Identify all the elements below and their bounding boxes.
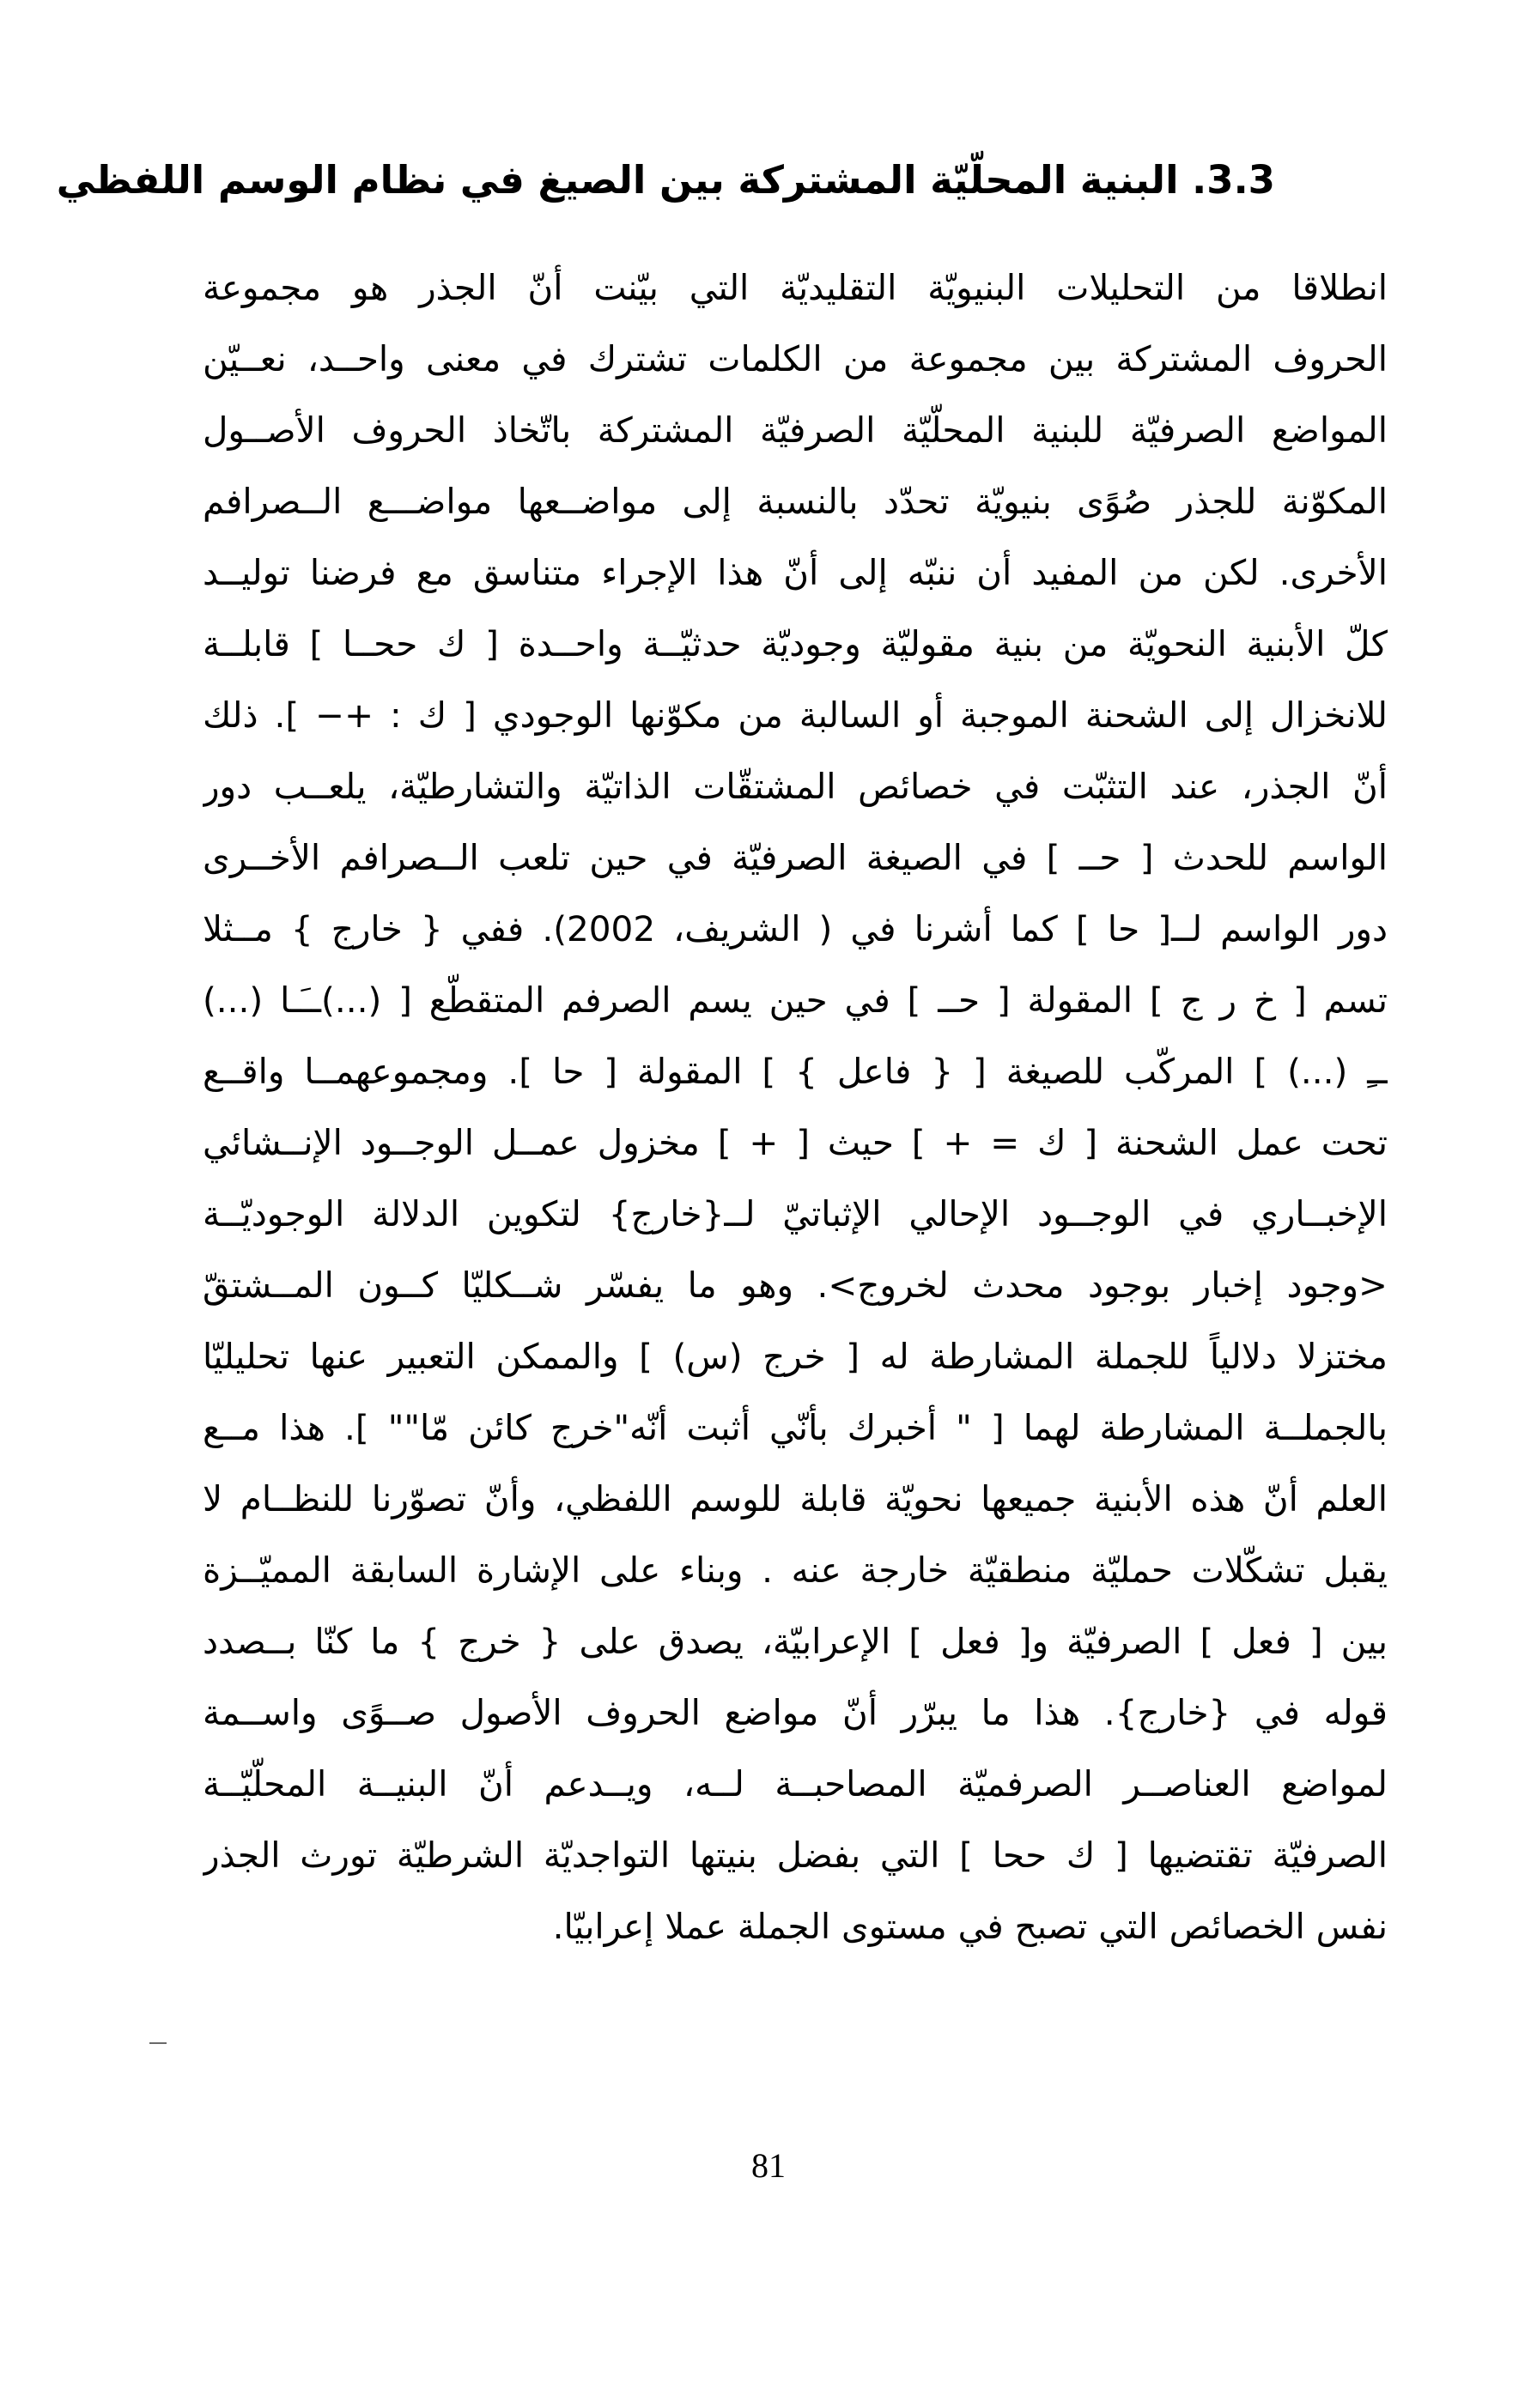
text-line-16: مختزلا دلالياً للجملة المشارطة له [ خرج (س) ] والممكن التعبير عنها تحليليّا bbox=[203, 1336, 1388, 1377]
text-line-4: المكوّنة للجذر صُوًى بنيويّة تحدّد بالنسبة إلى مواضــعها مواضـــع الــصرافم bbox=[203, 481, 1388, 522]
text-line-18: العلم أنّ هذه الأبنية جميعها نحويّة قابلة للوسم اللفظي، وأنّ تصوّرنا للنظــام لا bbox=[203, 1478, 1388, 1519]
text-line-15: <وجود إخبار بوجود محدث لخروج>. وهو ما يفسّر شــكليّا كــون المــشتقّ bbox=[203, 1265, 1388, 1306]
text-line-14: الإخبــاري في الوجــود الإحالي الإثباتيّ لــ{خارج} لتكوين الدلالة الوجوديّــة bbox=[203, 1193, 1388, 1234]
text-line-12: ــِ (...) ] المركّب للصيغة [ { فاعل } ] المقولة [ حا ]. ومجموعهمــا واقــع bbox=[203, 1051, 1388, 1092]
text-line-21: قوله في {خارج}. هذا ما يبرّر أنّ مواضع الحروف الأصول صــوًى واســمة bbox=[203, 1692, 1388, 1733]
text-line-20: بين [ فعل ] الصرفيّة و[ فعل ] الإعرابيّة، يصدق على { خرج } ما كنّا بــصدد bbox=[203, 1621, 1388, 1662]
text-line-23: الصرفيّة تقتضيها [ ك ححا ] التي بفضل بنيتها التواجديّة الشرطيّة تورث الجذر bbox=[203, 1835, 1388, 1876]
text-line-8: أنّ الجذر، عند التثبّت في خصائص المشتقّات الذاتيّة والتشارطيّة، يلعــب دور bbox=[203, 766, 1388, 807]
text-line-1: انطلاقا من التحليلات البنيويّة التقليديّة التي بيّنت أنّ الجذر هو مجموعة bbox=[203, 267, 1388, 308]
text-line-7: للانخزال إلى الشحنة الموجبة أو السالبة من مكوّنها الوجودي [ ك : +− ]. ذلك bbox=[203, 694, 1388, 736]
text-line-6: كلّ الأبنية النحويّة من بنية مقوليّة وجوديّة حدثيّــة واحــدة [ ك ححــا ] قابلــة bbox=[203, 623, 1388, 664]
text-line-5: الأخرى. لكن من المفيد أن ننبّه إلى أنّ هذا الإجراء متناسق مع فرضنا توليــد bbox=[203, 552, 1388, 593]
section-heading: 3.3. البنية المحلّيّة المشتركة بين الصيغ في نظام الوسم اللفظي bbox=[56, 157, 1275, 203]
text-line-2: الحروف المشتركة بين مجموعة من الكلمات تشترك في معنى واحــد، نعــيّن bbox=[203, 338, 1388, 379]
text-line-9: الواسم للحدث [ حــ ] في الصيغة الصرفيّة في حين تلعب الــصرافم الأخــرى bbox=[203, 837, 1388, 878]
text-line-17: بالجملــة المشارطة لهما [ " أخبرك بأنّي أثبت أنّه"خرج كائن مّا"" ]. هذا مــع bbox=[203, 1407, 1388, 1448]
page-number: 81 bbox=[751, 2146, 786, 2185]
text-line-3: المواضع الصرفيّة للبنية المحلّيّة الصرفيّة المشتركة باتّخاذ الحروف الأصــول bbox=[203, 409, 1388, 451]
text-line-13: تحت عمل الشحنة [ ك = + ] حيث [ + ] مخزول عمــل الوجــود الإنــشائي bbox=[203, 1122, 1388, 1163]
text-line-11: تسم [ خ ر ج ] المقولة [ حــ ] في حين يسم الصرفم المتقطّع [ (...)ــَـا (...) bbox=[203, 980, 1388, 1021]
text-line-10: دور الواسم لــ[ حا ] كما أشرنا في ( الشريف، 2002). ففي { خارج } مــثلا bbox=[203, 908, 1388, 949]
margin-mark bbox=[149, 2042, 167, 2044]
body-paragraph bbox=[203, 252, 1388, 1962]
text-line-22: لمواضع العناصــر الصرفميّة المصاحبــة لــه، ويــدعم أنّ البنيــة المحلّيّــة bbox=[203, 1763, 1388, 1804]
text-line-19: يقبل تشكّلات حمليّة منطقيّة خارجة عنه . وبناء على الإشارة السابقة المميّــزة bbox=[203, 1550, 1388, 1591]
text-line-24: نفس الخصائص التي تصبح في مستوى الجملة عملا إعرابيّا. bbox=[552, 1906, 1388, 1947]
